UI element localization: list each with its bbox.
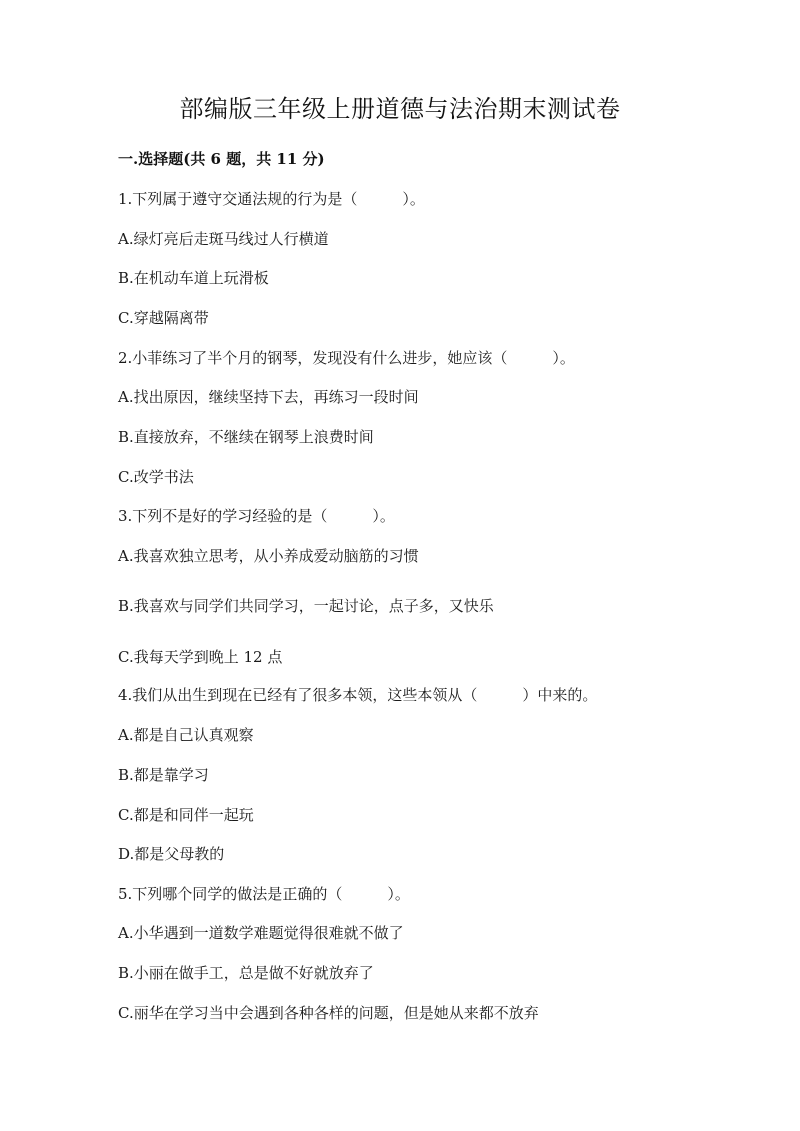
answer-option: C.改学书法 [118,468,194,486]
answer-option: C.我每天学到晚上 12 点 [118,648,283,666]
question-stem: 4.我们从出生到现在已经有了很多本领，这些本领从（ ）中来的。 [118,686,598,704]
answer-option: A.都是自己认真观察 [118,726,254,744]
question-stem: 3.下列不是好的学习经验的是（ ）。 [118,507,395,525]
answer-option: B.在机动车道上玩滑板 [118,269,269,287]
answer-option: C.穿越隔离带 [118,309,209,327]
answer-option: B.都是靠学习 [118,766,209,784]
question-stem: 5.下列哪个同学的做法是正确的（ ）。 [118,885,410,903]
answer-option: A.绿灯亮后走斑马线过人行横道 [118,230,329,248]
answer-option: C.都是和同伴一起玩 [118,806,254,824]
question-stem: 1.下列属于遵守交通法规的行为是（ ）。 [118,190,425,208]
answer-option: C.丽华在学习当中会遇到各种各样的问题，但是她从来都不放弃 [118,1004,539,1022]
section-heading: 一.选择题(共 6 题，共 11 分) [118,150,325,168]
page-title: 部编版三年级上册道德与法治期末测试卷 [179,95,621,123]
answer-option: A.小华遇到一道数学难题觉得很难就不做了 [118,924,404,942]
answer-option: B.小丽在做手工，总是做不好就放弃了 [118,964,374,982]
answer-option: A.找出原因，继续坚持下去，再练习一段时间 [118,388,419,406]
question-stem: 2.小菲练习了半个月的钢琴，发现没有什么进步，她应该（ ）。 [118,349,575,367]
answer-option: D.都是父母教的 [118,845,225,863]
answer-option: A.我喜欢独立思考，从小养成爱动脑筋的习惯 [118,547,419,565]
answer-option: B.我喜欢与同学们共同学习，一起讨论，点子多，又快乐 [118,597,494,615]
answer-option: B.直接放弃，不继续在钢琴上浪费时间 [118,428,374,446]
